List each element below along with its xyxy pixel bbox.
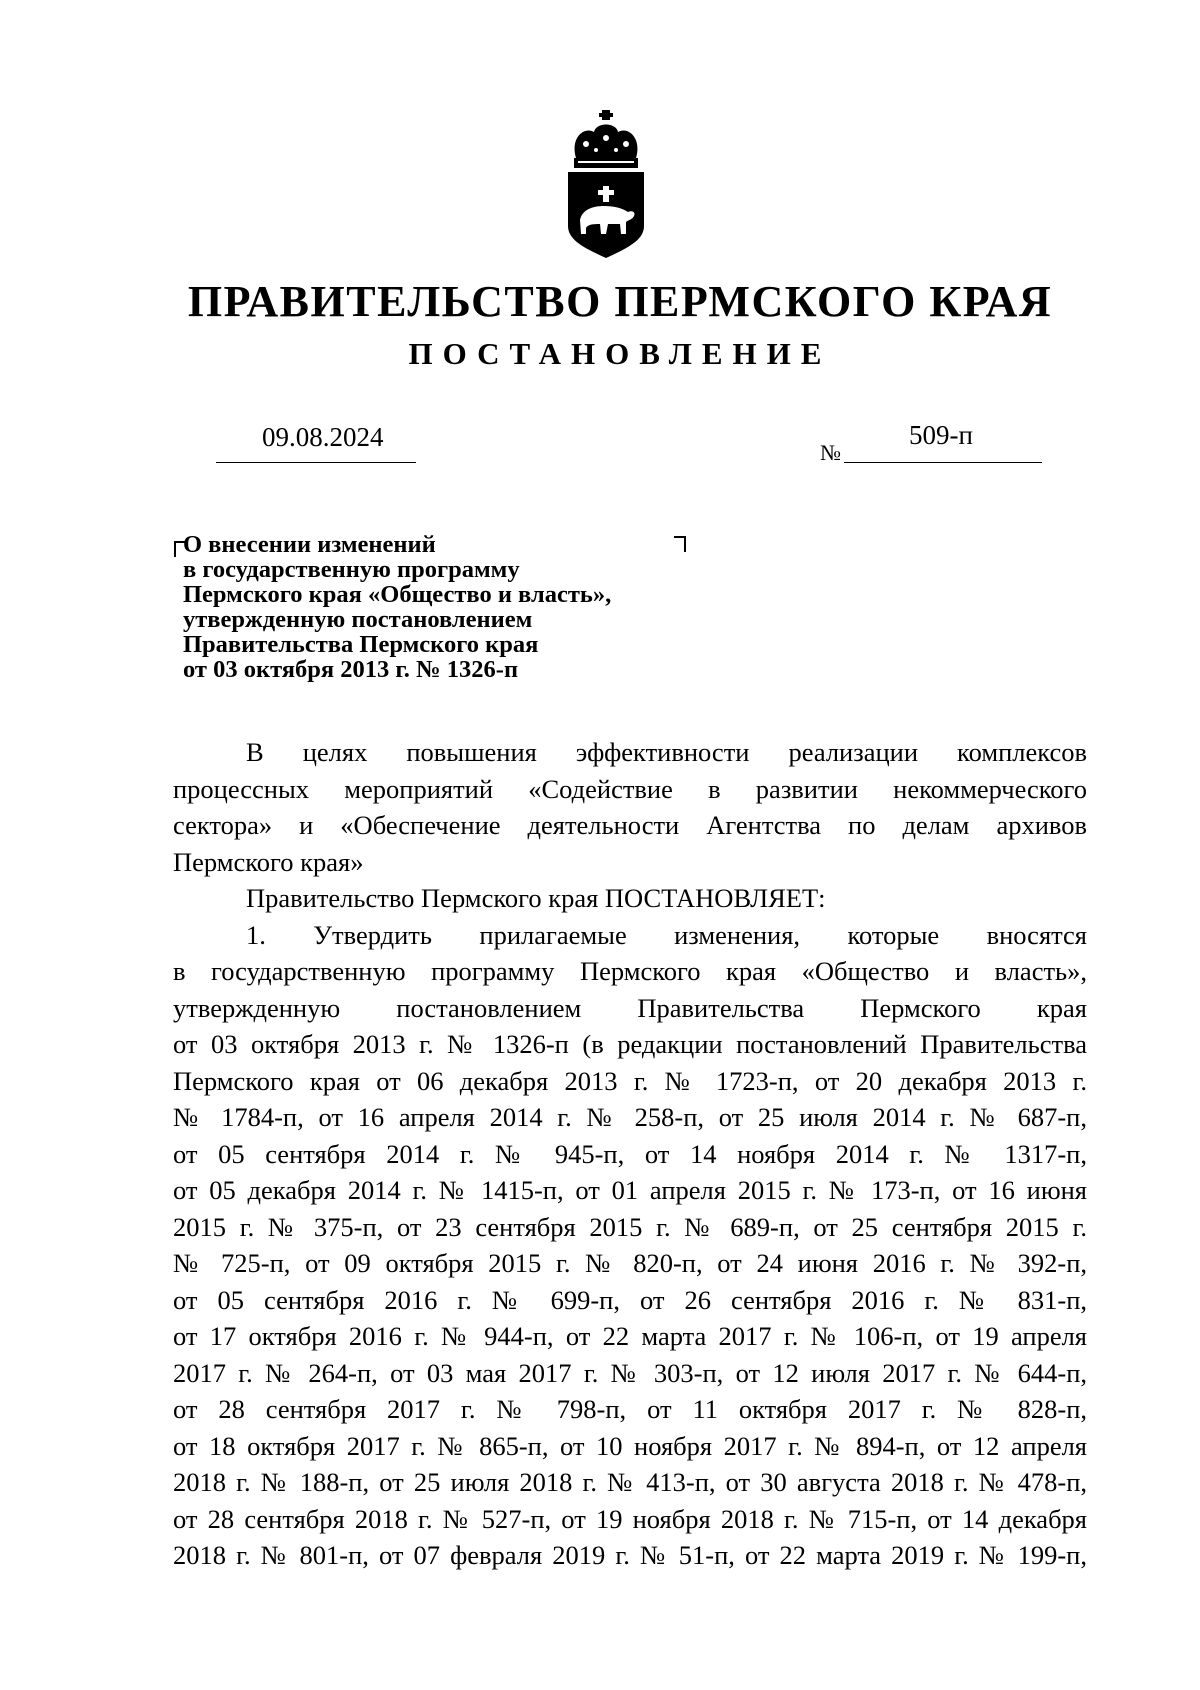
- body-line: от 17 октября 2016 г. № 944-п, от 22 марта 2017 г. № 106-п, от 19 апреля: [173, 1321, 1087, 1351]
- document-type-title: ПОСТАНОВЛЕНИЕ: [408, 336, 832, 371]
- body-line: от 05 сентября 2014 г. № 945-п, от 14 ноября 2014 г. № 1317-п,: [173, 1138, 1087, 1169]
- body-line: В целях повышения эффективности реализации комплексов: [246, 737, 1087, 767]
- subject-line: Пермского края «Общество и власть»,: [183, 581, 612, 608]
- body-line: 2018 г. № 801-п, от 07 февраля 2019 г. № 51-п, от 22 марта 2019 г. № 199-п,: [173, 1540, 1087, 1570]
- body-line: Правительство Пермского края ПОСТАНОВЛЯЕТ:: [246, 883, 826, 913]
- number-underline: [844, 462, 1042, 463]
- body-line: утвержденную постановлением Правительства Пермского края: [173, 992, 1087, 1023]
- body-line: процессных мероприятий «Содействие в развитии некоммерческого: [173, 773, 1087, 804]
- perm-krai-coat-of-arms-icon: [562, 108, 650, 260]
- resolution-paragraph: [173, 880, 1087, 917]
- body-line: 2015 г. № 375-п, от 23 сентября 2015 г. № 689-п, от 25 сентября 2015 г.: [173, 1211, 1087, 1242]
- body-line: от 18 октября 2017 г. № 865-п, от 10 ноября 2017 г. № 894-п, от 12 апреля: [173, 1430, 1087, 1461]
- subject-line: О внесении изменений: [183, 531, 436, 558]
- body-line: от 05 декабря 2014 г. № 1415-п, от 01 апреля 2015 г. № 173-п, от 16 июня: [173, 1175, 1087, 1205]
- organization-title: ПРАВИТЕЛЬСТВО ПЕРМСКОГО КРАЯ: [187, 277, 1053, 326]
- body-line: № 725-п, от 09 октября 2015 г. № 820-п, от 24 июня 2016 г. № 392-п,: [173, 1248, 1087, 1278]
- body-line: от 03 октября 2013 г. № 1326-п (в редакции постановлений Правительства: [173, 1029, 1087, 1059]
- subject-line: в государственную программу: [183, 556, 520, 583]
- body-line: от 28 сентября 2018 г. № 527-п, от 19 ноября 2018 г. № 715-п, от 14 декабря: [173, 1503, 1087, 1534]
- document-body: [173, 734, 1087, 1574]
- body-line: № 1784-п, от 16 апреля 2014 г. № 258-п, от 25 июля 2014 г. № 687-п,: [173, 1102, 1087, 1132]
- body-line: 1. Утвердить прилагаемые изменения, которые вносятся: [246, 919, 1087, 950]
- body-line: 2018 г. № 188-п, от 25 июля 2018 г. № 413-п, от 30 августа 2018 г. № 478-п,: [173, 1467, 1087, 1497]
- body-line: Пермского края от 06 декабря 2013 г. № 1723-п, от 20 декабря 2013 г.: [173, 1065, 1087, 1096]
- date-underline: [216, 462, 416, 463]
- body-line: сектора» и «Обеспечение деятельности Агентства по делам архивов: [173, 810, 1087, 840]
- subject-corner-right: [674, 536, 686, 552]
- item-1-paragraph: [173, 917, 1087, 1574]
- document-date: 09.08.2024: [262, 422, 384, 452]
- preamble-paragraph: [173, 734, 1087, 880]
- body-line: от 28 сентября 2017 г. № 798-п, от 11 октября 2017 г. № 828-п,: [173, 1394, 1087, 1424]
- document-subject: [183, 532, 611, 682]
- subject-line: Правительства Пермского края: [183, 631, 539, 658]
- body-line: от 05 сентября 2016 г. № 699-п, от 26 сентября 2016 г. № 831-п,: [173, 1284, 1087, 1315]
- body-line: 2017 г. № 264-п, от 03 мая 2017 г. № 303-п, от 12 июля 2017 г. № 644-п,: [173, 1357, 1087, 1388]
- subject-line: утвержденную постановлением: [183, 606, 533, 633]
- body-line: в государственную программу Пермского края «Общество и власть»,: [173, 956, 1087, 986]
- document-number: 509-п: [909, 420, 973, 450]
- subject-line: от 03 октября 2013 г. № 1326-п: [183, 656, 519, 683]
- number-sign: №: [820, 440, 841, 465]
- body-line: Пермского края»: [173, 846, 364, 877]
